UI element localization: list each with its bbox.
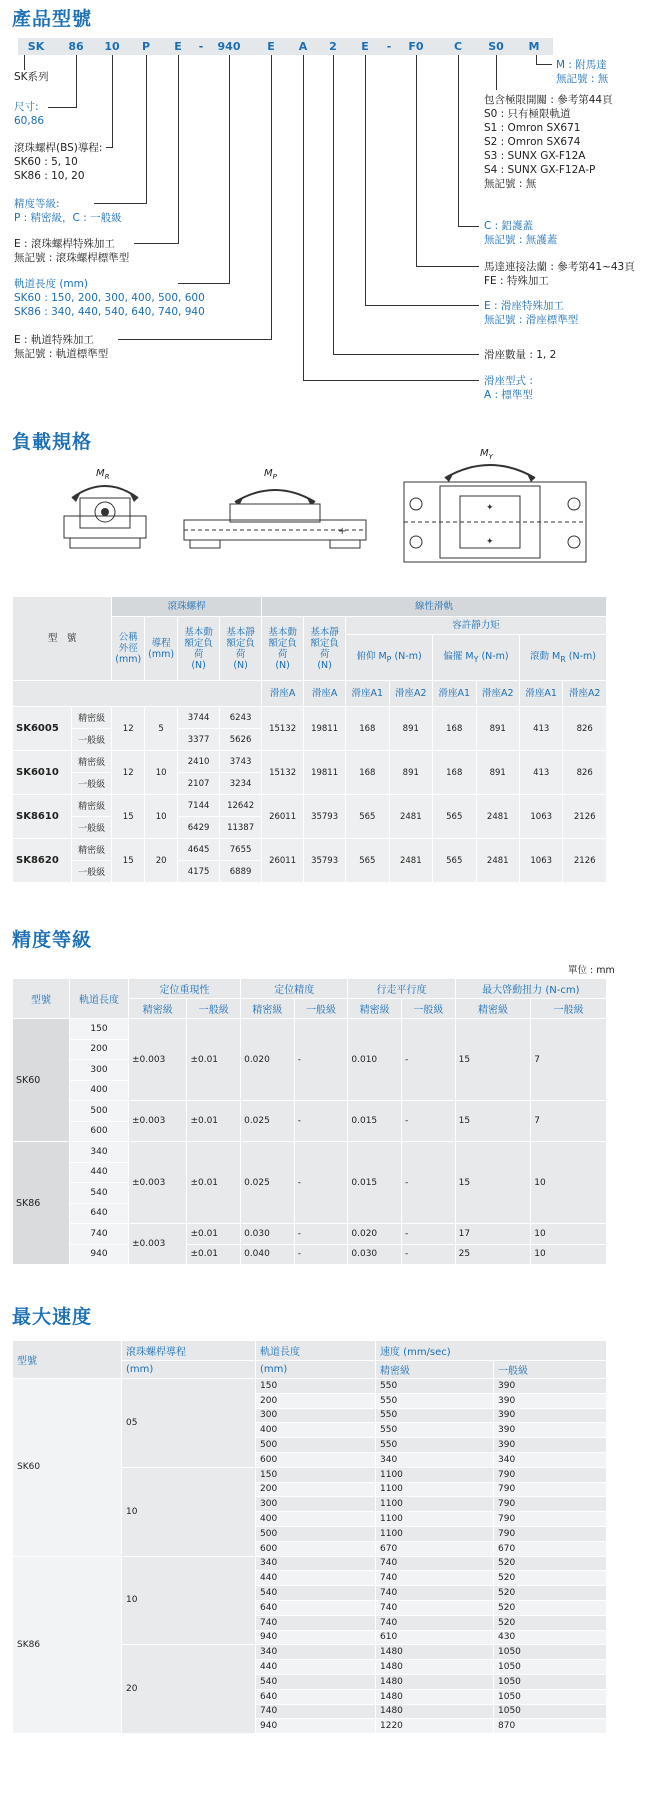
leader-line — [496, 55, 497, 90]
speed-row: 600 670 670 — [13, 1541, 607, 1556]
load-table-row: SK8620 精密級 15 20 4645 7655 26011 35793 565 2481 565 2481 1063 2126 — [13, 839, 607, 861]
load-table-row: 一般級 3377 5626 — [13, 729, 607, 751]
my-label: $M_Y$ — [480, 448, 493, 461]
leader-line — [365, 305, 479, 306]
legend-rail-title: 軌道長度 (mm) — [14, 278, 88, 290]
code-motor: M — [528, 40, 540, 53]
code-rail-special: E — [267, 40, 275, 53]
legend-grade-values: P : 精密級，C : 一般級 — [14, 212, 122, 224]
legend-sensor-s0: S0 : 只有極限軌道 — [484, 108, 571, 120]
precision-unit: 單位 : mm — [568, 965, 615, 976]
speed-row: 10 150 1100 790 — [13, 1467, 607, 1482]
legend-motor-none: 無記號 : 無 — [556, 73, 609, 85]
speed-row: 20 340 1480 1050 — [13, 1645, 607, 1660]
leader-line — [178, 283, 229, 284]
legend-cover-none: 無記號 : 無護蓋 — [484, 234, 558, 246]
legend-flange: 馬達連接法蘭 : 參考第41~43頁 — [484, 261, 635, 273]
svg-text:+: + — [338, 526, 347, 537]
code-grade: P — [141, 40, 151, 53]
code-dash-2: - — [386, 40, 392, 53]
mp-label: $M_P$ — [264, 468, 277, 481]
section-title-speed: 最大速度 — [12, 1306, 93, 1328]
legend-motor: M : 附馬達 — [556, 59, 607, 71]
legend-rail-standard: 無記號 : 軌道標準型 — [14, 348, 109, 360]
legend-rail-sk60: SK60 : 150, 200, 300, 400, 500, 600 — [14, 292, 205, 304]
speed-row: 640 1480 1050 — [13, 1689, 607, 1704]
legend-series: SK系列 — [14, 71, 49, 83]
leader-line — [536, 64, 552, 65]
code-sk: SK — [27, 40, 45, 53]
leader-line — [365, 55, 366, 306]
load-table-row: 一般級 2107 3234 — [13, 773, 607, 795]
precision-row: SK86 340 ±0.003 ±0.01 0.025 - 0.015 - 15 10 — [13, 1142, 607, 1163]
speed-row: 300 1100 790 — [13, 1497, 607, 1512]
leader-line — [106, 147, 112, 148]
load-spec-table: 型 號 滾珠螺桿 線性滑軌 公稱外徑 (mm) 導程 (mm) 基本動額定負荷 (N) 基本靜額定負荷 (N) 基本動額定負荷 (N) 基本靜額定負荷 (N) 容許靜力矩 俯仰 $M_P$ (N-m) 偏擺 $M_Y$ (N-m) 滾動 $M_R$ (N-m) 滑座A 滑座A 滑座A1 滑座A2 滑座A1 滑座A2 滑座A1 滑座A2 SK6005 精密級 12 5 3744 6243 15132 19811 168 891 168 891 413 826 一般級 3377 5626 SK6010 精密級 12 10 2410 3743 15132 19811 168 891 168 891 413 826 一般級 2107 3234 SK8610 精密級 15 10 7144 12642 26011 35793 565 2481 565 2481 1063 2126 一般級 6429 11387 SK8620 精密級 15 20 4645 7655 26011 35793 565 2481 565 2481 1063 2126 一般級 4175 6889 — [12, 596, 607, 883]
speed-row: 400 1100 790 — [13, 1512, 607, 1527]
speed-row: 500 1100 790 — [13, 1526, 607, 1541]
load-h-moment: 容許靜力矩 — [346, 617, 607, 635]
legend-grade-title: 精度等級: — [14, 198, 60, 210]
section-title-precision: 精度等級 — [12, 929, 93, 951]
precision-row: 640 — [13, 1203, 607, 1224]
section-title-model: 產品型號 — [12, 8, 93, 30]
leader-line — [229, 55, 230, 284]
speed-row: 940 1220 870 — [13, 1719, 607, 1734]
load-h-model: 型 號 — [13, 597, 112, 681]
load-table-row: SK8610 精密級 15 10 7144 12642 26011 35793 565 2481 565 2481 1063 2126 — [13, 795, 607, 817]
speed-row: 940 610 430 — [13, 1630, 607, 1645]
leader-line — [118, 339, 271, 340]
speed-row: 200 1100 790 — [13, 1482, 607, 1497]
speed-row: 740 1480 1050 — [13, 1704, 607, 1719]
precision-row: 500 ±0.003 ±0.01 0.025 - 0.015 - 15 7 — [13, 1101, 607, 1122]
speed-table: 型號 滾珠螺桿導程 軌道長度 速度 (mm/sec) (mm) (mm) 精密級 一般級 SK60 05 150 550 390 200 550 390 300 550 390 400 550 390 500 550 390 600 340 340 10 150 1100 790 200 1100 790 300 1100 790 400 1100 790 500 1100 790 600 670 670 SK86 10 340 740 520 440 740 520 540 740 520 640 740 520 740 740 520 940 610 430 20 340 1480 1050 440 1480 1050 540 1480 1050 640 1480 1050 740 1480 1050 940 1220 870 — [12, 1340, 607, 1734]
leader-line — [48, 107, 76, 108]
legend-lead-sk86: SK86 : 10, 20 — [14, 170, 85, 182]
load-table-row: SK6005 精密級 12 5 3744 6243 15132 19811 168 891 168 891 413 826 — [13, 707, 607, 729]
leader-line — [146, 55, 147, 204]
mr-diagram — [60, 468, 150, 558]
legend-screw-special: E : 滾珠螺桿特殊加工 — [14, 238, 115, 250]
precision-row: 740 ±0.003 ±0.01 0.030 - 0.020 - 17 10 — [13, 1224, 607, 1245]
load-h-linear: 線性滑軌 — [262, 597, 607, 617]
legend-screw-standard: 無記號 : 滾珠螺桿標準型 — [14, 252, 130, 264]
leader-line — [178, 55, 179, 244]
speed-row: 300 550 390 — [13, 1408, 607, 1423]
precision-row: 940 ±0.01 0.040 - 0.030 - 25 10 — [13, 1244, 607, 1265]
code-sensor: S0 — [488, 40, 504, 53]
code-block-qty: 2 — [329, 40, 337, 53]
leader-line — [303, 55, 304, 381]
leader-line — [333, 354, 479, 355]
legend-sensor-s3: S3 : SUNX GX-F12A — [484, 150, 586, 162]
leader-line — [458, 55, 459, 227]
my-diagram — [400, 448, 590, 568]
precision-row: 400 — [13, 1080, 607, 1101]
legend-sensor-title: 包含極限開關 : 參考第44頁 — [484, 94, 613, 106]
code-dash-1: - — [198, 40, 204, 53]
legend-block-type: 滑座型式 : — [484, 375, 533, 387]
leader-line — [333, 55, 334, 355]
code-block-type: A — [298, 40, 308, 53]
legend-flange-special: FE : 特殊加工 — [484, 275, 549, 287]
svg-text:✦: ✦ — [486, 537, 494, 547]
legend-sensor-s2: S2 : Omron SX674 — [484, 136, 581, 148]
code-block-special: E — [361, 40, 369, 53]
leader-line — [112, 55, 113, 148]
legend-lead-sk60: SK60 : 5, 10 — [14, 156, 78, 168]
leader-line — [416, 266, 479, 267]
speed-row: 600 340 340 — [13, 1452, 607, 1467]
speed-row: SK86 10 340 740 520 — [13, 1556, 607, 1571]
legend-rail-special: E : 軌道特殊加工 — [14, 334, 94, 346]
speed-row: 400 550 390 — [13, 1423, 607, 1438]
speed-row: 740 740 520 — [13, 1615, 607, 1630]
speed-row: 500 550 390 — [13, 1438, 607, 1453]
leader-line — [94, 203, 146, 204]
legend-size-values: 60,86 — [14, 115, 45, 127]
leader-line — [458, 226, 479, 227]
legend-lead-title: 滾珠螺桿(BS)導程: — [14, 142, 103, 154]
load-table-row: 一般級 6429 11387 — [13, 817, 607, 839]
legend-block-special: E : 滑座特殊加工 — [484, 300, 564, 312]
leader-line — [134, 243, 178, 244]
precision-row: 200 — [13, 1039, 607, 1060]
legend-sensor-s4: S4 : SUNX GX-F12A-P — [484, 164, 596, 176]
legend-sensor-none: 無記號 : 無 — [484, 178, 537, 190]
precision-row: 600 — [13, 1121, 607, 1142]
precision-row: 540 — [13, 1183, 607, 1204]
leader-line — [24, 55, 25, 70]
speed-row: SK60 05 150 550 390 — [13, 1379, 607, 1394]
speed-row: 640 740 520 — [13, 1600, 607, 1615]
mr-label: $M_R$ — [96, 468, 110, 481]
precision-row: 440 — [13, 1162, 607, 1183]
legend-block-qty: 滑座數量 : 1, 2 — [484, 349, 557, 361]
svg-text:✦: ✦ — [486, 503, 494, 513]
speed-row: 540 1480 1050 — [13, 1674, 607, 1689]
speed-row: 200 550 390 — [13, 1393, 607, 1408]
speed-row: 540 740 520 — [13, 1586, 607, 1601]
speed-row: 440 740 520 — [13, 1571, 607, 1586]
code-size: 86 — [68, 40, 84, 53]
load-table-row: 一般級 4175 6889 — [13, 861, 607, 883]
precision-row: 300 — [13, 1060, 607, 1081]
speed-row: 440 1480 1050 — [13, 1660, 607, 1675]
code-flange: F0 — [408, 40, 424, 53]
legend-size-title: 尺寸: — [14, 101, 39, 113]
legend-rail-sk86: SK86 : 340, 440, 540, 640, 740, 940 — [14, 306, 205, 318]
precision-table: 型號 軌道長度 定位重現性 定位精度 行走平行度 最大啓動扭力 (N-cm) 精密級 一般級 精密級 一般級 精密級 一般級 精密級 一般級 SK60 150 ±0.003 ±0.01 0.020 - 0.010 - 15 7 200 300 400 500 ±0.003 ±0.01 0.025 - 0.015 - 15 7 600 SK86 340 ±0.003 ±0.01 0.025 - 0.015 - 15 10 440 540 640 740 ±0.003 ±0.01 0.030 - 0.020 - 17 10 940 ±0.01 0.040 - 0.030 - 25 10 — [12, 978, 607, 1265]
code-lead: 10 — [104, 40, 120, 53]
code-rail-length: 940 — [217, 40, 241, 53]
section-title-load: 負載規格 — [12, 431, 93, 453]
leader-line — [271, 55, 272, 340]
load-table-row: SK6010 精密級 12 10 2410 3743 15132 19811 168 891 168 891 413 826 — [13, 751, 607, 773]
code-cover: C — [453, 40, 463, 53]
legend-sensor-s1: S1 : Omron SX671 — [484, 122, 581, 134]
mp-diagram — [180, 468, 370, 558]
leader-line — [303, 380, 479, 381]
precision-row: SK60 150 ±0.003 ±0.01 0.020 - 0.010 - 15 7 — [13, 1019, 607, 1040]
leader-line — [416, 55, 417, 267]
legend-cover: C : 鋁護蓋 — [484, 220, 534, 232]
legend-block-standard: 無記號 : 滑座標準型 — [484, 314, 579, 326]
legend-block-type-a: A : 標準型 — [484, 389, 533, 401]
leader-line — [76, 55, 77, 108]
load-h-ballscrew: 滾珠螺桿 — [112, 597, 262, 617]
code-screw: E — [174, 40, 182, 53]
